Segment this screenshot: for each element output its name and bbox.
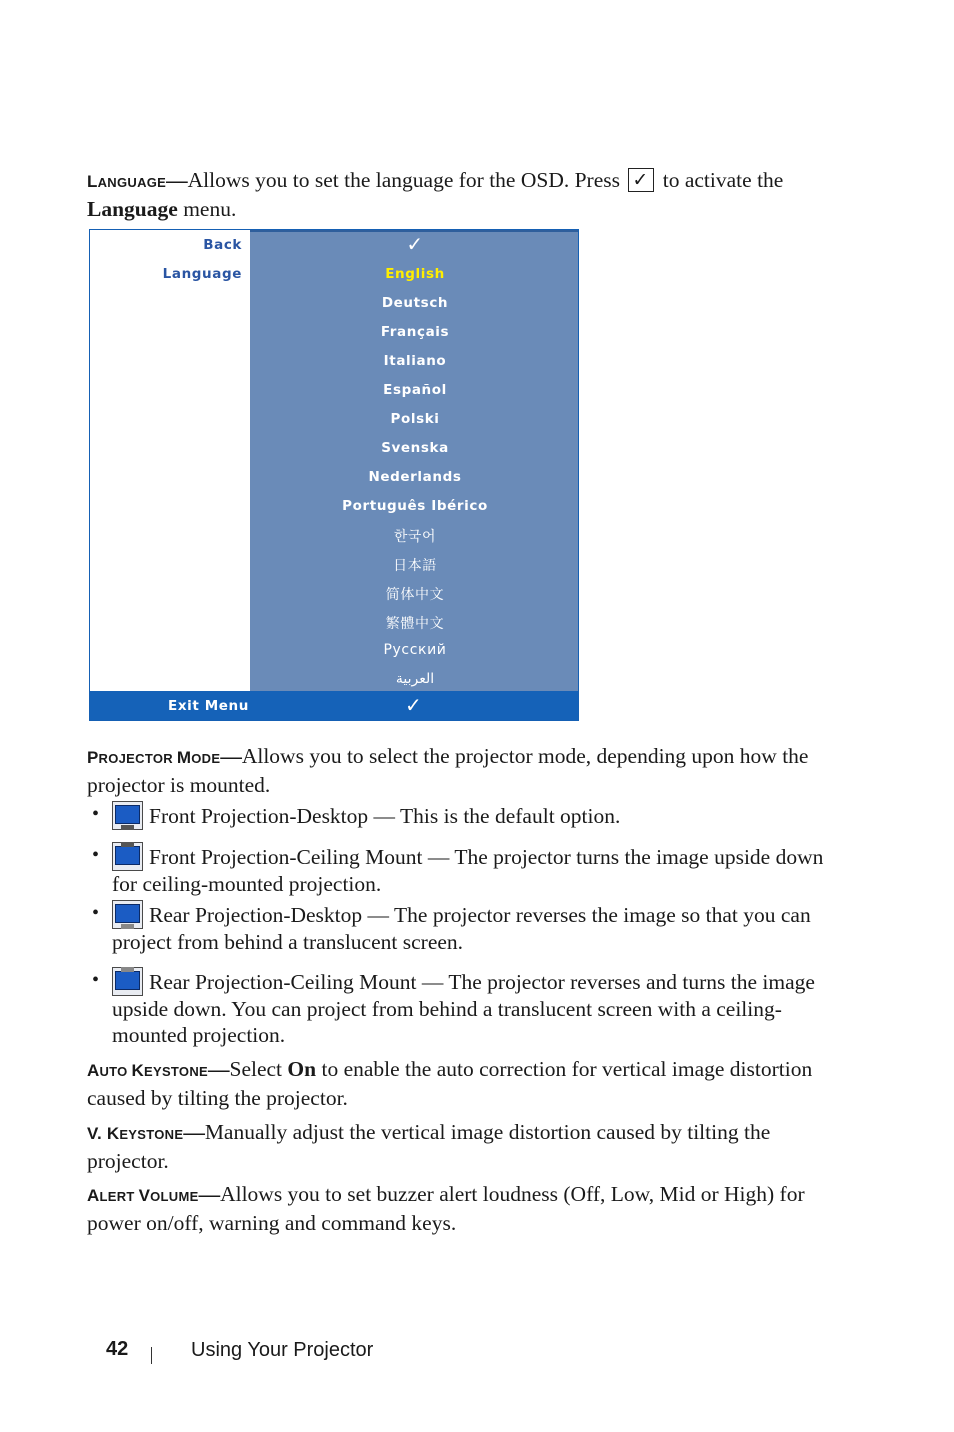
alert-volume-paragraph: [87, 1181, 827, 1237]
rear-ceiling-text: Rear Projection-Ceiling Mount — The projector reverses and turns the image upside down. You can project from behind a translucent screen with a ceiling-mounted projection.: [112, 970, 815, 1047]
front-ceiling-icon: [112, 842, 143, 871]
alert-volume-text: Allows you to set buzzer alert loudness (Off, Low, Mid or High) for power on/off, warning and command keys.: [87, 1182, 805, 1235]
auto-keystone-term-rest1: UTO: [99, 1064, 128, 1079]
front-desktop-text: Front Projection-Desktop — This is the default option.: [149, 804, 621, 828]
osd-language-option-russian[interactable]: Русский: [383, 642, 447, 658]
projection-option-front-desktop: [87, 801, 827, 831]
projector-mode-dash: —: [220, 744, 242, 768]
rear-desktop-text: Rear Projection-Desktop — The projector reverses the image so that you can project from behind a translucent screen.: [112, 903, 811, 954]
bullet-dot: •: [92, 803, 100, 825]
osd-language-option-nederlands[interactable]: Nederlands: [368, 469, 462, 485]
osd-language-option-espanol[interactable]: Español: [383, 382, 447, 398]
v-keystone-dash: —: [183, 1120, 205, 1144]
language-term-cap: L: [87, 172, 98, 191]
projector-mode-paragraph: [87, 743, 827, 799]
osd-language-option-english[interactable]: English: [385, 266, 445, 282]
osd-left-panel: [90, 230, 250, 692]
osd-language-option-polski[interactable]: Polski: [390, 411, 440, 427]
osd-language-option-svenska[interactable]: Svenska: [381, 440, 449, 456]
osd-footer-bar: [90, 691, 578, 720]
auto-keystone-term-cap2: K: [131, 1061, 144, 1080]
checkmark-button-icon: ✓: [628, 168, 654, 192]
front-desktop-icon: [112, 801, 143, 830]
osd-exit-menu-item[interactable]: Exit Menu: [168, 698, 249, 714]
auto-keystone-text1: Select: [229, 1057, 288, 1081]
v-keystone-term-cap1: V. K: [87, 1124, 120, 1143]
osd-language-option-portugues[interactable]: Português Ibérico: [342, 498, 488, 514]
auto-keystone-dash: —: [208, 1057, 230, 1081]
osd-language-option-deutsch[interactable]: Deutsch: [381, 295, 449, 311]
auto-keystone-bold-word: On: [287, 1057, 317, 1081]
osd-language-option-italiano[interactable]: Italiano: [383, 353, 447, 369]
bullet-dot: •: [92, 902, 100, 924]
osd-language-option-korean[interactable]: 한국어: [393, 529, 437, 545]
osd-exit-check-icon[interactable]: ✓: [405, 693, 423, 717]
front-ceiling-text: Front Projection-Ceiling Mount — The projector turns the image upside down for ceiling-mounted projection.: [112, 845, 824, 896]
rear-ceiling-icon: [112, 967, 143, 996]
alert-volume-term-cap2: V: [138, 1186, 151, 1205]
language-term-rest: ANGUAGE: [97, 175, 167, 190]
bullet-dot: •: [92, 844, 100, 866]
language-bold-word: Language: [87, 197, 178, 221]
osd-language-option-simplified-chinese[interactable]: 简体中文: [385, 587, 445, 603]
projector-mode-text: Allows you to select the projector mode, depending upon how the projector is mounted.: [87, 744, 809, 797]
alert-volume-term-rest1: LERT: [99, 1189, 135, 1204]
projector-mode-term-cap2: M: [176, 748, 192, 767]
osd-confirm-check-icon[interactable]: ✓: [406, 232, 424, 256]
language-text-1: Allows you to set the language for the OSD. Press: [187, 168, 620, 192]
projection-option-rear-ceiling: [87, 967, 827, 1047]
osd-language-item[interactable]: Language: [162, 266, 242, 282]
alert-volume-dash: —: [198, 1182, 221, 1206]
projection-option-front-ceiling: [87, 842, 827, 896]
footer-title: Using Your Projector: [191, 1339, 374, 1361]
projector-mode-term-cap1: P: [87, 748, 99, 767]
osd-language-menu: [89, 229, 579, 721]
alert-volume-term-rest2: OLUME: [150, 1189, 199, 1204]
bullet-dot: •: [92, 969, 100, 991]
language-paragraph: [87, 167, 827, 223]
osd-language-option-francais[interactable]: Français: [380, 324, 450, 340]
osd-language-option-traditional-chinese[interactable]: 繁體中文: [385, 616, 445, 632]
rear-desktop-icon: [112, 900, 143, 929]
v-keystone-paragraph: [87, 1119, 827, 1175]
page-number: 42: [106, 1338, 129, 1360]
v-keystone-term-rest1: EYSTONE: [119, 1127, 184, 1142]
osd-language-option-japanese[interactable]: 日本語: [393, 558, 437, 574]
auto-keystone-paragraph: [87, 1056, 827, 1112]
language-text-3: menu.: [177, 197, 237, 221]
alert-volume-term-cap1: A: [87, 1186, 100, 1205]
osd-back-item[interactable]: Back: [203, 237, 242, 253]
language-text-2: to activate the: [662, 168, 784, 192]
v-keystone-text: Manually adjust the vertical image distortion caused by tilting the projector.: [87, 1120, 771, 1173]
auto-keystone-term-cap1: A: [87, 1061, 100, 1080]
projector-mode-term-rest1: ROJECTOR: [98, 751, 173, 766]
projection-option-rear-desktop: [87, 900, 827, 954]
auto-keystone-text2: to enable the auto correction for vertical image distortion caused by tilting the projector.: [87, 1057, 813, 1110]
projector-mode-term-rest2: ODE: [191, 751, 221, 766]
language-dash: —: [166, 168, 188, 192]
footer-divider: [151, 1347, 152, 1364]
auto-keystone-term-rest2: EYSTONE: [144, 1064, 208, 1079]
osd-language-option-arabic[interactable]: العربية: [395, 671, 435, 687]
